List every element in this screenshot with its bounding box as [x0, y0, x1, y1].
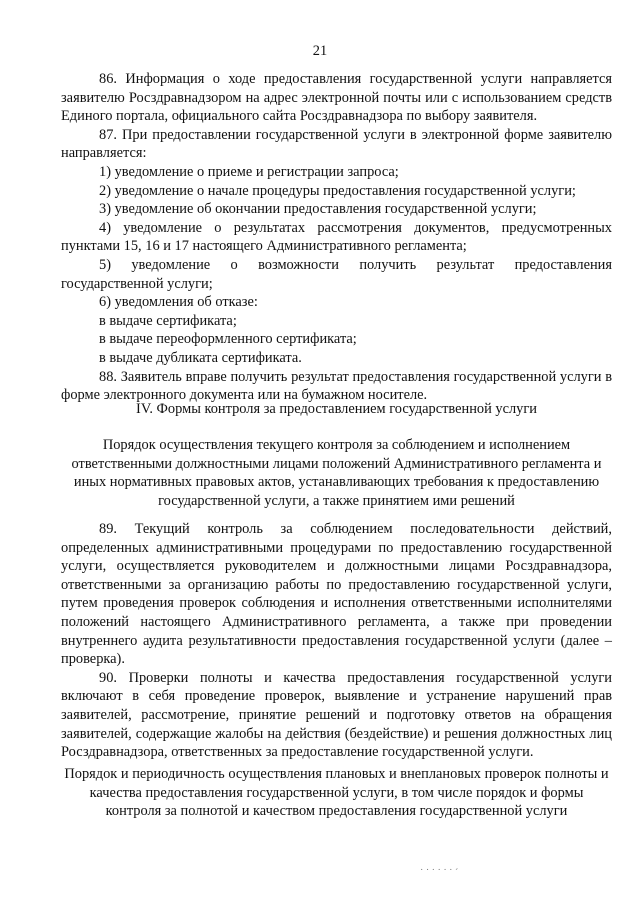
subheading-1: Порядок осуществления текущего контроля за соблюдением и исполнением ответственными должностными лицами положений Административного регламента и иных нормативных правовых актов, устанавливающих требования к предоставлению государственной услуги, а также принятием ими решений	[71, 437, 602, 509]
list-item-3: 3) уведомление об окончании предоставления государственной услуги;	[99, 201, 537, 218]
refusal-reissued-certificate: в выдаче переоформленного сертификата;	[99, 331, 357, 348]
section-heading-iv	[61, 400, 612, 419]
subheading-inspections	[61, 765, 612, 821]
paragraph-86: 86. Информация о ходе предоставления государственной услуги направляется заявителю Росздравнадзором на адрес электронной почты или с использованием средств Единого портала, официального сайта Росздравнадзора по выбору заявителя.	[61, 71, 612, 125]
paragraph-88: 88. Заявитель вправе получить результат предоставления государственной услуги в форме электронного документа или на бумажном носителе.	[61, 368, 612, 404]
subheading-2: Порядок и периодичность осуществления плановых и внеплановых проверок полноты и качества предоставления государственной услуги, в том числе порядок и формы контроля за полнотой и качеством предоставления государственной услуги	[64, 766, 609, 820]
paragraph-block-86-88	[61, 70, 612, 405]
paragraph-89: 89. Текущий контроль за соблюдением последовательности действий, определенных административными процедурами по предоставлению государственной услуги, осуществляется руководителем и должностными лицами Росздравнадзора, ответственными за организацию работы по предоставлению государственной услуги, путем проведения проверок соблюдения и исполнения ответственными исполнителями положений настоящего Административного регламента, а также при проведении внутреннего аудита результативности предоставления государственной услуги (далее – проверка).	[61, 521, 612, 668]
list-item-1: 1) уведомление о приеме и регистрации запроса;	[99, 163, 399, 180]
refusal-duplicate-certificate: в выдаче дубликата сертификата.	[99, 349, 302, 366]
paragraph-block-89-90	[61, 520, 612, 762]
section-heading: IV. Формы контроля за предоставлением государственной услуги	[136, 401, 537, 417]
subheading-current-control	[61, 436, 612, 510]
refusal-certificate: в выдаче сертификата;	[99, 312, 237, 329]
list-item-4: 4) уведомление о результатах рассмотрения документов, предусмотренных пунктами 15, 16 и 17 настоящего Административного регламента;	[61, 219, 612, 255]
list-item-5: 5) уведомление о возможности получить результат предоставления государственной услуги;	[61, 256, 612, 292]
scan-marks: ˙ ˙ ˙ ˙ ˙ ˙ ´	[420, 868, 459, 879]
list-item-2: 2) уведомление о начале процедуры предоставления государственной услуги;	[99, 182, 576, 199]
page-number: 21	[312, 43, 328, 59]
list-item-6: 6) уведомления об отказе:	[99, 294, 258, 311]
paragraph-90: 90. Проверки полноты и качества предоставления государственной услуги включают в себя проведение проверок, выявление и устранение нарушений прав заявителей, рассмотрение, принятие решений и подготовку ответов на обращения заявителей, содержащие жалобы на действия (бездействие) и решения должностных лиц Росздравнадзора, ответственных за предоставление государственной услуги.	[61, 669, 612, 761]
paragraph-87: 87. При предоставлении государственной услуги в электронной форме заявителю направляется:	[61, 126, 612, 162]
